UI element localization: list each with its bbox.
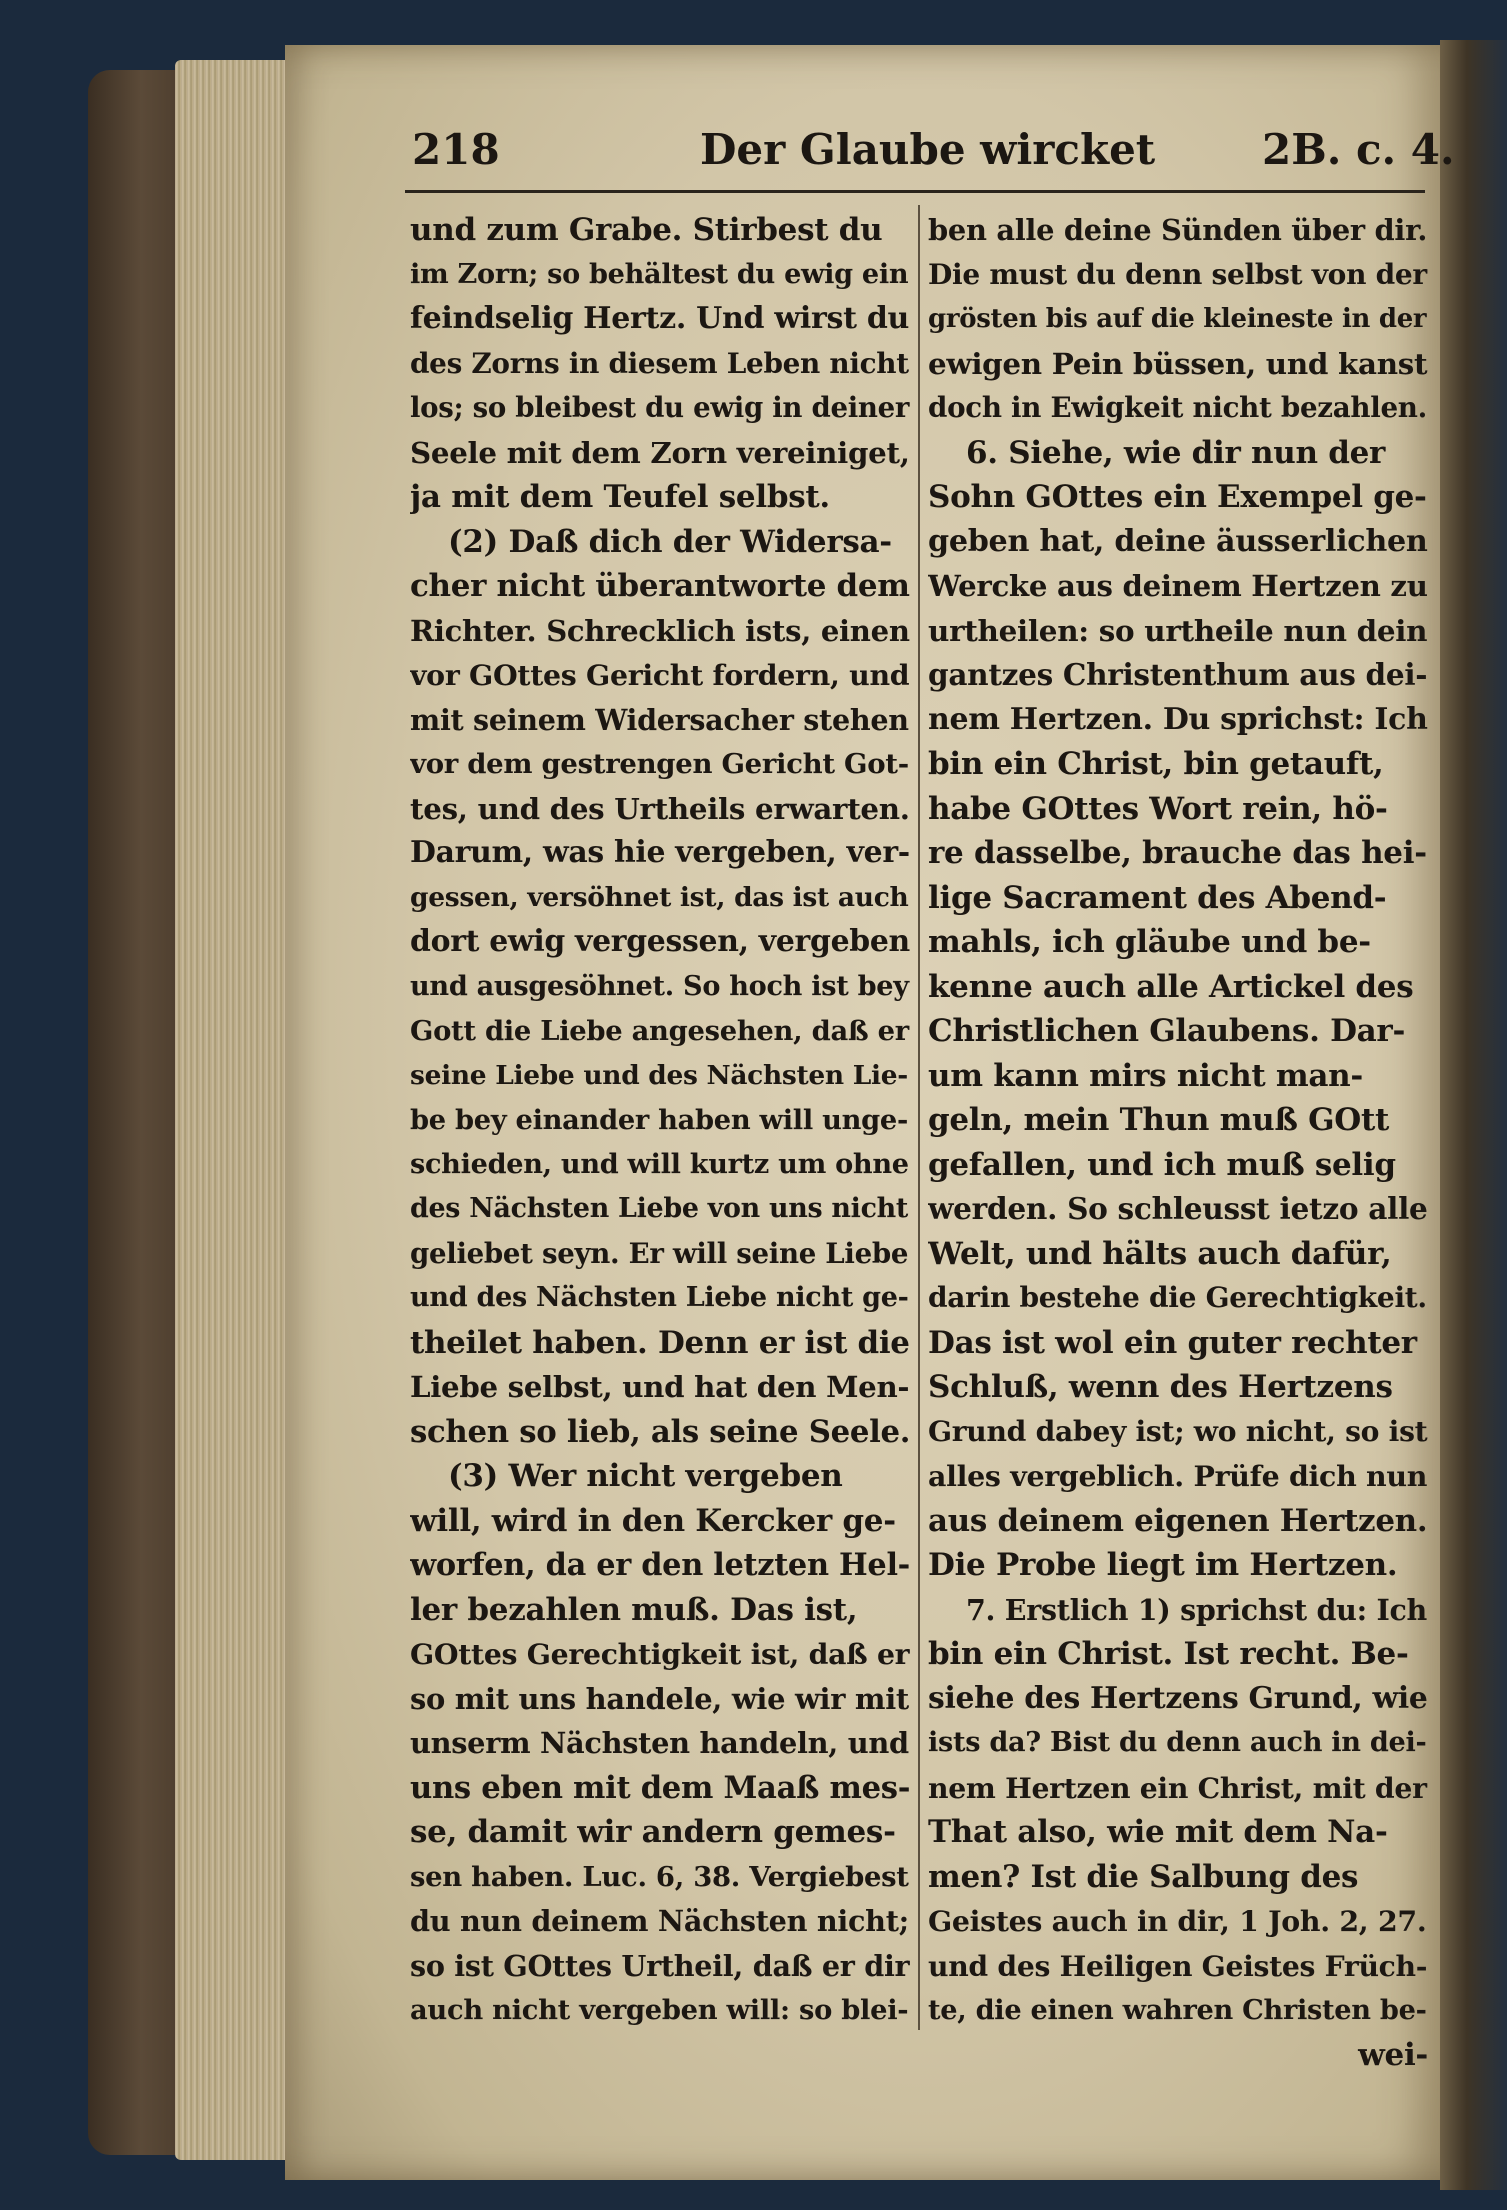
text-line: ja mit dem Teufel selbst. (410, 479, 830, 515)
text-line: Grund dabey ist; wo nicht, so ist (928, 1414, 1428, 1448)
text-line: lige Sacrament des Abend- (928, 879, 1387, 916)
text-line: will, wird in den Kercker ge- (410, 1502, 896, 1539)
text-line: feindselig Hertz. Und wirst du (410, 301, 910, 336)
text-line: Geistes auch in dir, 1 Joh. 2, 27. (928, 1904, 1427, 1938)
text-line: werden. So schleusst ietzo alle (928, 1191, 1428, 1226)
text-line: habe GOttes Wort rein, hö- (928, 790, 1388, 827)
text-line: seine Liebe und des Nächsten Lie- (410, 1059, 908, 1091)
text-line: Sohn GOttes ein Exempel ge- (928, 479, 1427, 515)
text-line: nem Hertzen ein Christ, mit der (928, 1770, 1427, 1805)
text-line: Richter. Schrecklich ists, einen (410, 613, 910, 648)
right-column (928, 208, 1428, 2077)
text-line: gessen, versöhnet ist, das ist auch (410, 881, 909, 913)
text-line: vor GOttes Gericht fordern, und (410, 658, 910, 692)
text-line: alles vergeblich. Prüfe dich nun (928, 1459, 1428, 1493)
text-line: Welt, und hälts auch dafür, (928, 1235, 1392, 1272)
text-line: te, die einen wahren Christen be- (928, 1994, 1427, 2026)
left-column (410, 208, 910, 2033)
text-line: ewigen Pein büssen, und kanst (928, 345, 1428, 381)
text-line: wei- (1358, 2036, 1428, 2073)
text-line: bin ein Christ. Ist recht. Be- (928, 1636, 1409, 1672)
text-line: und zum Grabe. Stirbest du (410, 212, 883, 248)
text-line: im Zorn; so behältest du ewig ein (410, 258, 909, 290)
text-line: Die must du denn selbst von der (928, 257, 1427, 291)
running-title: Der Glaube wircket (700, 125, 1156, 174)
text-line: ler bezahlen muß. Das ist, (410, 1591, 858, 1628)
text-line: vor dem gestrengen Gericht Got- (410, 748, 909, 780)
text-line: unserm Nächsten handeln, und (410, 1726, 909, 1760)
text-line: doch in Ewigkeit nicht bezahlen. (928, 391, 1428, 424)
text-line: re dasselbe, brauche das hei- (928, 835, 1427, 871)
text-line: be bey einander haben will unge- (410, 1104, 908, 1136)
text-line: nem Hertzen. Du sprichst: Ich (928, 701, 1428, 737)
text-line: gefallen, und ich muß selig (928, 1146, 1396, 1183)
text-line: theilet haben. Denn er ist die (410, 1324, 910, 1361)
text-line: (3) Wer nicht vergeben (448, 1458, 843, 1494)
text-line: gantzes Christenthum aus dei- (928, 657, 1428, 692)
text-line: Das ist wol ein guter rechter (928, 1324, 1417, 1361)
text-line: 6. Siehe, wie dir nun der (966, 434, 1386, 471)
text-line: tes, und des Urtheils erwarten. (410, 790, 910, 826)
text-line: und des Heiligen Geistes Früch- (928, 1948, 1428, 1983)
text-line: des Nächsten Liebe von uns nicht (410, 1193, 909, 1224)
text-line: geliebet seyn. Er will seine Liebe (410, 1236, 909, 1270)
text-line: 7. Erstlich 1) sprichst du: Ich (966, 1592, 1427, 1627)
text-line: so mit uns handele, wie wir mit (410, 1681, 909, 1716)
text-line: GOttes Gerechtigkeit ist, daß er (410, 1637, 910, 1671)
text-line: geben hat, deine äusserlichen (928, 523, 1428, 559)
text-line: ists da? Bist du denn auch in dei- (928, 1727, 1427, 1758)
text-line: se, damit wir andern gemes- (410, 1814, 896, 1850)
text-line: und des Nächsten Liebe nicht ge- (410, 1282, 909, 1313)
text-line: Wercke aus deinem Hertzen zu (928, 569, 1428, 603)
text-line: Christlichen Glaubens. Dar- (928, 1013, 1406, 1049)
text-line: cher nicht überantworte dem (410, 568, 910, 604)
text-line: uns eben mit dem Maaß mes- (410, 1769, 910, 1806)
column-divider (918, 205, 920, 2030)
text-line: Seele mit dem Zorn vereiniget, (410, 434, 910, 470)
text-line: um kann mirs nicht man- (928, 1057, 1363, 1094)
header-rule (405, 190, 1425, 193)
text-line: du nun deinem Nächsten nicht; (410, 1904, 909, 1938)
text-line: (2) Daß dich der Widersa- (448, 523, 892, 560)
text-line: worfen, da er den letzten Hel- (410, 1547, 910, 1583)
text-line: Darum, was hie vergeben, ver- (410, 835, 910, 870)
text-line: geln, mein Thun muß GOtt (928, 1102, 1390, 1138)
text-line: men? Ist die Salbung des (928, 1858, 1359, 1895)
text-line: los; so bleibest du ewig in deiner (410, 391, 910, 424)
text-line: Liebe selbst, und hat den Men- (410, 1370, 910, 1404)
text-line: darin bestehe die Gerechtigkeit. (928, 1281, 1427, 1314)
text-line: auch nicht vergeben will: so blei- (410, 1994, 909, 2026)
text-line: urtheilen: so urtheile nun dein (928, 612, 1428, 648)
text-line: siehe des Hertzens Grund, wie (928, 1680, 1428, 1716)
text-line: bin ein Christ, bin getauft, (928, 746, 1384, 782)
text-line: so ist GOttes Urtheil, daß er dir (410, 1948, 910, 1983)
text-line: des Zorns in diesem Leben nicht (410, 346, 909, 380)
text-line: schen so lieb, als seine Seele. (410, 1413, 910, 1450)
text-line: schieden, und will kurtz um ohne (410, 1148, 909, 1180)
text-line: mahls, ich gläube und be- (928, 924, 1371, 960)
text-line: That also, wie mit dem Na- (928, 1814, 1388, 1850)
text-line: und ausgesöhnet. So hoch ist bey (410, 970, 909, 1002)
text-line: Gott die Liebe angesehen, daß er (410, 1015, 909, 1047)
text-line: Schluß, wenn des Hertzens (928, 1369, 1393, 1405)
text-line: Die Probe liegt im Hertzen. (928, 1547, 1398, 1583)
text-line: sen haben. Luc. 6, 38. Vergiebest (410, 1860, 909, 1893)
text-line: mit seinem Widersacher stehen (410, 702, 909, 737)
text-line: dort ewig vergessen, vergeben (410, 924, 910, 959)
text-line: kenne auch alle Artickel des (928, 968, 1414, 1005)
chapter-reference: 2B. c. 4. (1262, 125, 1455, 174)
text-line: aus deinem eigenen Hertzen. (928, 1502, 1428, 1539)
text-line: grösten bis auf die kleineste in der (928, 304, 1427, 334)
page-number: 218 (412, 125, 500, 174)
text-line: ben alle deine Sünden über dir. (928, 213, 1428, 247)
